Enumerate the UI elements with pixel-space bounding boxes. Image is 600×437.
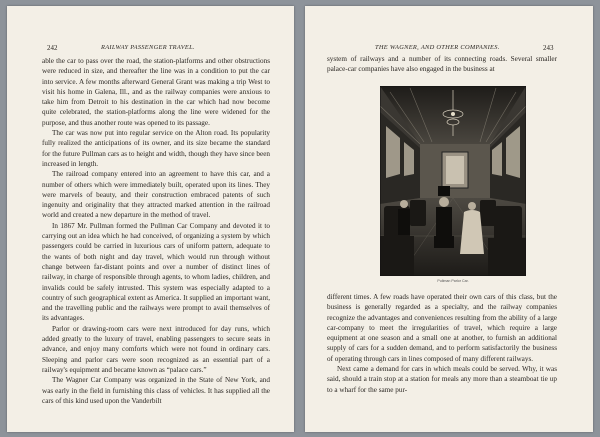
running-head: THE WAGNER, AND OTHER COMPANIES. — [375, 44, 500, 51]
page-number: 242 — [47, 44, 58, 52]
running-head: RAILWAY PASSENGER TRAVEL. — [101, 44, 195, 51]
paragraph: Parlor or drawing-room cars were next introduced for day runs, which added greatly to the luxury of travel, enabling passengers to secure seats in advance, and enjoy many comforts which were not found in ordinary cars. Sleeping and parlor cars were soon recognized as an essential part of a railway's equipment and became known as “palace cars.” — [42, 324, 270, 374]
right-page — [305, 6, 593, 432]
paragraph: The railroad company entered into an agreement to have this car, and a number of others which were immediately built, operated upon its lines. They were marvels of beauty, and their construction embraced patents of such ingenuity and originality that they attracted marked attention in the railroad world and created a new departure in the method of travel. — [42, 170, 270, 220]
page-number: 243 — [543, 44, 554, 52]
illustration-caption: Pullman Parlor Car. — [437, 279, 469, 283]
left-page — [7, 6, 294, 432]
paragraph: system of railways and a number of its connecting roads. Several smaller palace-car companies have also engaged in the business at — [327, 55, 557, 74]
left-page-body — [42, 56, 270, 406]
paragraph: The Wagner Car Company was organized in the State of New York, and was early in the field in furnishing this class of vehicles. It has supplied all the cars of this kind used upon the Vanderbilt — [42, 376, 270, 405]
pullman-parlor-car-illustration — [380, 86, 526, 276]
paragraph: different times. A few roads have operated their own cars of this class, but the business is generally regarded as a specialty, and the railway companies recognize the advantages and conveniences resulting from the ability of a large car-company to meet the irregularities of travel, which require a large equipment at one season and a small one at another, to furnish an additional supply of cars for a sudden demand, and to perform satisfactorily the business of operating through cars in lines composed of many different railways. — [327, 293, 557, 363]
paragraph: The car was now put into regular service on the Alton road. Its popularity fully realized the anticipations of its owner, and its size became the standard for the future Pullman cars as to height and width, though they have since been increased in length. — [42, 129, 270, 168]
paragraph: able the car to pass over the road, the station-platforms and other obstructions were reduced in size, and thereafter the line was in a condition to put the car into service. A few months afterward General Grant was making a trip West to visit his home in Galena, Ill., and as the railway companies were anxious to take him from Detroit to his destination in the car which had now become quite celebrated, the station-platforms along the line were widened for the purpose, and thus another route was opened to its passage. — [42, 57, 270, 127]
paragraph: Next came a demand for cars in which meals could be served. Why, it was said, should a train stop at a station for meals any more than a steamboat tie up to a wharf for the same pur- — [327, 365, 557, 394]
paragraph: In 1867 Mr. Pullman formed the Pullman Car Company and devoted it to carrying out an idea which he had conceived, of organizing a system by which passengers could be carried in luxurious cars of uniform pattern, adequate to the wants of both night and day travel, which would run through without change between far-distant points and over a number of distinct lines of railway, in charge of responsible through agents, to whom ladies, children, and invalids could be safely intrusted. This system was especially adapted to a country of such geographical extent as America. It supplied an important want, and the travelling public and the railways were prompt to avail themselves of its advantages. — [42, 221, 270, 323]
right-page-body — [327, 292, 557, 395]
engraving-image — [380, 86, 526, 276]
right-page-top-text — [327, 54, 557, 75]
